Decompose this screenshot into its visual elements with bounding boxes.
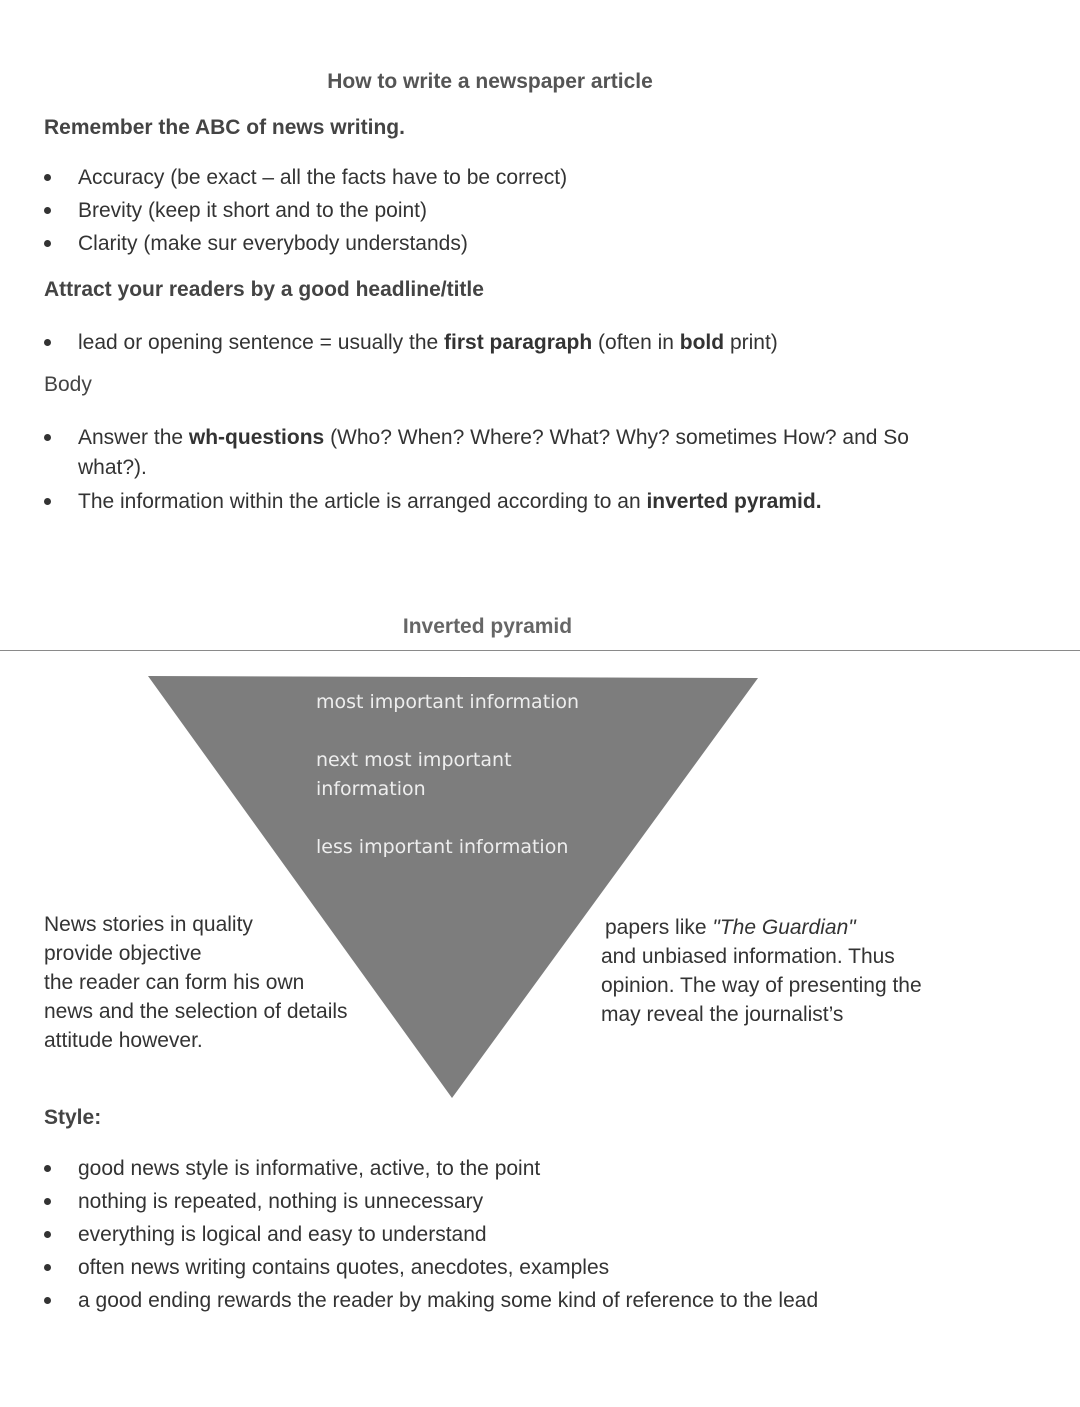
body-item2-text: The information within the article is arranged according to an bbox=[78, 490, 647, 513]
list-item: everything is logical and easy to understand bbox=[44, 1218, 818, 1251]
sidenote-left bbox=[44, 910, 348, 1055]
page-title: How to write a newspaper article bbox=[327, 70, 653, 93]
sidenote-right-prefix: papers like bbox=[605, 916, 713, 939]
list-item: a good ending rewards the reader by making some kind of reference to the lead bbox=[44, 1284, 818, 1317]
list-item: nothing is repeated, nothing is unnecessary bbox=[44, 1185, 818, 1218]
list-item: good news style is informative, active, to the point bbox=[44, 1152, 818, 1185]
style-heading: Style: bbox=[44, 1106, 102, 1129]
list-item: often news writing contains quotes, anecdotes, examples bbox=[44, 1251, 818, 1284]
lead-text-2: (often in bbox=[592, 331, 680, 354]
body-heading: Body bbox=[44, 373, 92, 396]
body-item2-bold: inverted pyramid. bbox=[646, 490, 822, 513]
list-item: Brevity (keep it short and to the point) bbox=[44, 194, 567, 227]
sidenote-right-em: "The Guardian" bbox=[712, 916, 856, 939]
sidenote-left-line: provide objective bbox=[44, 942, 202, 965]
lead-text-1: lead or opening sentence = usually the bbox=[78, 331, 445, 354]
lead-bold-1: first paragraph bbox=[444, 331, 593, 354]
abc-heading: Remember the ABC of news writing. bbox=[44, 116, 405, 139]
lead-text-3: print) bbox=[724, 331, 778, 354]
pyramid-level-1: most important information bbox=[316, 691, 580, 713]
sidenote-left-line: the reader can form his own bbox=[44, 971, 305, 994]
sidenote-left-line: news and the selection of details bbox=[44, 1000, 348, 1023]
list-item: Accuracy (be exact – all the facts have to be correct) bbox=[44, 161, 567, 194]
headline-heading: Attract your readers by a good headline/title bbox=[44, 278, 484, 301]
sidenote-right bbox=[601, 913, 922, 1029]
sidenote-right-line: may reveal the journalist’s bbox=[601, 1003, 844, 1026]
body-item1-bold: wh-questions bbox=[188, 426, 325, 449]
sidenote-left-line: attitude however. bbox=[44, 1029, 203, 1052]
pyramid-level-2: next most important information bbox=[316, 749, 512, 800]
sidenote-right-line: and unbiased information. Thus bbox=[601, 945, 895, 968]
sidenote-left-line: News stories in quality bbox=[44, 913, 253, 936]
list-item: Clarity (make sur everybody understands) bbox=[44, 227, 567, 260]
lead-bold-2: bold bbox=[679, 331, 725, 354]
sidenote-right-line bbox=[601, 913, 922, 942]
style-list bbox=[44, 1152, 818, 1317]
sidenote-right-line: opinion. The way of presenting the bbox=[601, 974, 922, 997]
pyramid-label: Inverted pyramid bbox=[402, 615, 573, 638]
body-item1-text-2: (Who? When? Where? What? Why? sometimes How? and So what?). bbox=[78, 426, 909, 479]
body-item1-text-1: Answer the bbox=[78, 426, 189, 449]
pyramid-level-3: less important information bbox=[316, 836, 569, 858]
